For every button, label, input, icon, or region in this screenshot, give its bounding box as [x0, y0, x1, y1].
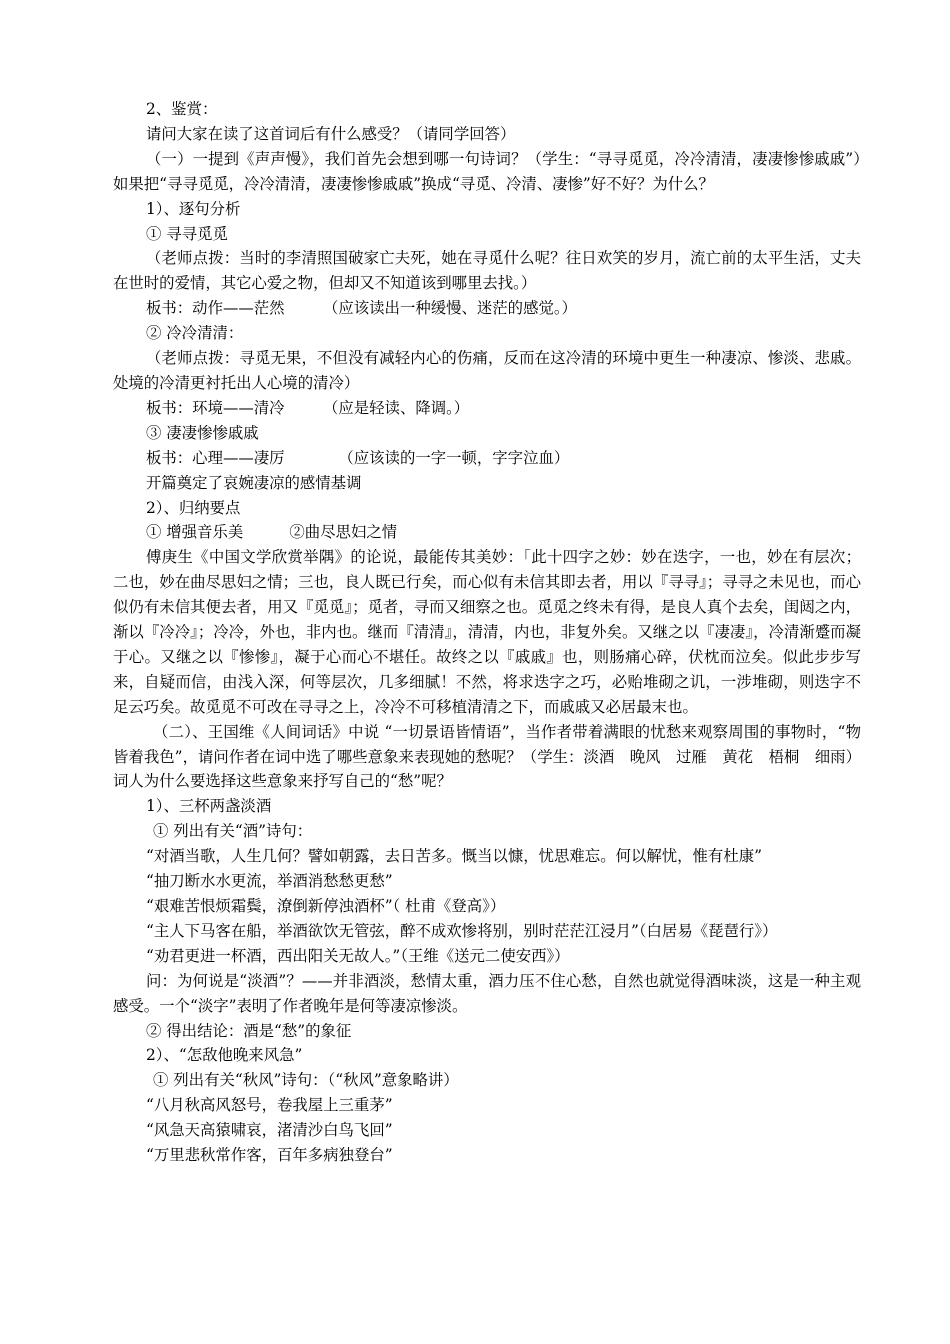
paragraph-line: “艰难苦恨烦霜鬓，潦倒新停浊酒杯”（ 杜甫《登高》）	[146, 897, 506, 915]
paragraph-line: “风急天高猿啸哀，渚清沙白鸟飞回”	[146, 1121, 393, 1140]
paragraph-line: ① 增强音乐美 ②曲尽思妇之情	[146, 523, 398, 542]
paragraph-line: （老师点拨：寻觅无果，不但没有减轻内心的伤痛，反而在这冷清的环境中更生一种凄凉、惨淡、悲戚。处境的冷清更衬托出人心境的清冷）	[113, 349, 861, 392]
paragraph-line: 1）、逐句分析	[146, 199, 241, 218]
paragraph-line: 傅庚生《中国文学欣赏举隅》的论说，最能传其美妙：「此十四字之妙：妙在迭字，一也，妙在有层次；二也，妙在曲尽思妇之情；三也，良人既已行矣，而心似有未信其即去者，用以『寻寻』；寻寻之未见也，而心似仍有未信其便去者，用又『觅觅』；觅者，寻而又细察之也。觅觅之终未有得，是良人真个去矣，闺闼之内，渐以『冷冷』；冷冷，外也，非内也。继而『清清』，清清，内也，非复外矣。又继之以『凄凄』，冷清渐蹙而凝于心。又继之以『惨惨』，凝于心而心不堪任。故终之以『戚戚』也，则肠痛心碎，伏枕而泣矣。似此步步写来，自疑而信，由浅入深，何等层次，几多细腻！不然，将求迭字之巧，必贻堆砌之讥，一涉堆砌，则迭字不足云巧矣。故觅觅不可改在寻寻之上，冷冷不可移植清清之下，而戚戚又必居最末也。	[113, 548, 861, 716]
paragraph-line: “八月秋高风怒号，卷我屋上三重茅”	[146, 1096, 393, 1115]
paragraph-line: （二）、王国维《人间词话》中说 “一切景语皆情语”，当作者带着满眼的忧愁来观察周围的事物时，“物皆着我色”，请问作者在词中选了哪些意象来表现她的愁呢？（学生：淡酒 晚风 过雁 黄花 梧桐 细雨）词人为什么要选择这些意象来抒写自己的“愁”呢？	[113, 722, 861, 791]
paragraph-line: 2）、归纳要点	[146, 498, 241, 517]
paragraph-line: “抽刀断水水更流，举酒消愁愁更愁”	[146, 872, 393, 891]
paragraph-line: 2）、“怎敌他晚来风急”	[146, 1046, 303, 1065]
paragraph-line: ② 冷冷清清：	[146, 324, 244, 343]
paragraph-line: “劝君更进一杯酒，西出阳关无故人。”（王维《送元二使安西》）	[146, 946, 570, 965]
paragraph-line: ③ 凄凄惨惨戚戚	[146, 423, 259, 442]
paragraph-line: ① 列出有关“酒”诗句：	[153, 822, 313, 841]
paragraph-line: ② 得出结论：酒是“愁”的象征	[146, 1021, 352, 1040]
paragraph-line: 2、鉴赏：	[146, 100, 218, 118]
paragraph-line: “万里悲秋常作客，百年多病独登台”	[146, 1146, 393, 1165]
document-body	[113, 97, 861, 1168]
paragraph-line: 板书：心理——凄厉 （应该读的一字一顿，字字泣血）	[146, 448, 570, 467]
paragraph-line: （老师点拨：当时的李清照国破家亡夫死，她在寻觅什么呢？往日欢笑的岁月，流亡前的太平生活，丈夫在世时的爱情，其它心爱之物，但却又不知道该到哪里去找。）	[113, 249, 861, 293]
paragraph-line: 1）、三杯两盏淡酒	[146, 797, 272, 816]
paragraph-line: 问：为何说是“淡酒”？——并非酒淡，愁情太重，酒力压不住心愁，自然也就觉得酒味淡，这是一种主观感受。一个“淡字”表明了作者晚年是何等凄凉惨淡。	[113, 971, 861, 1015]
paragraph-line: “对酒当歌，人生几何？譬如朝露，去日苦多。慨当以慷，忧思难忘。何以解忧，惟有杜康”	[146, 847, 762, 866]
paragraph-line: 板书：动作——茫然 （应该读出一种缓慢、迷茫的感觉。）	[146, 299, 577, 318]
paragraph-line: 请问大家在读了这首词后有什么感受？（请同学回答）	[146, 124, 516, 143]
paragraph-line: （一）一提到《声声慢》，我们首先会想到哪一句诗词？（学生：“寻寻觅觅，冷冷清清，凄凄惨惨戚戚”）如果把“寻寻觅觅，冷冷清清，凄凄惨惨戚戚”换成“寻觅、冷清、凄惨”好不好？为什么？	[113, 149, 861, 193]
paragraph-line: “主人下马客在船，举酒欲饮无管弦，醉不成欢惨将别，别时茫茫江浸月”（白居易《琵琶行》）	[146, 921, 778, 940]
paragraph-line: 板书：环境——清冷 （应是轻读、降调。）	[146, 398, 470, 417]
paragraph-line: ① 寻寻觅觅	[146, 224, 228, 243]
paragraph-line: 开篇奠定了哀婉凄凉的感情基调	[146, 473, 362, 492]
paragraph-line: ① 列出有关“秋风”诗句：（“秋风”意象略讲）	[153, 1071, 459, 1090]
